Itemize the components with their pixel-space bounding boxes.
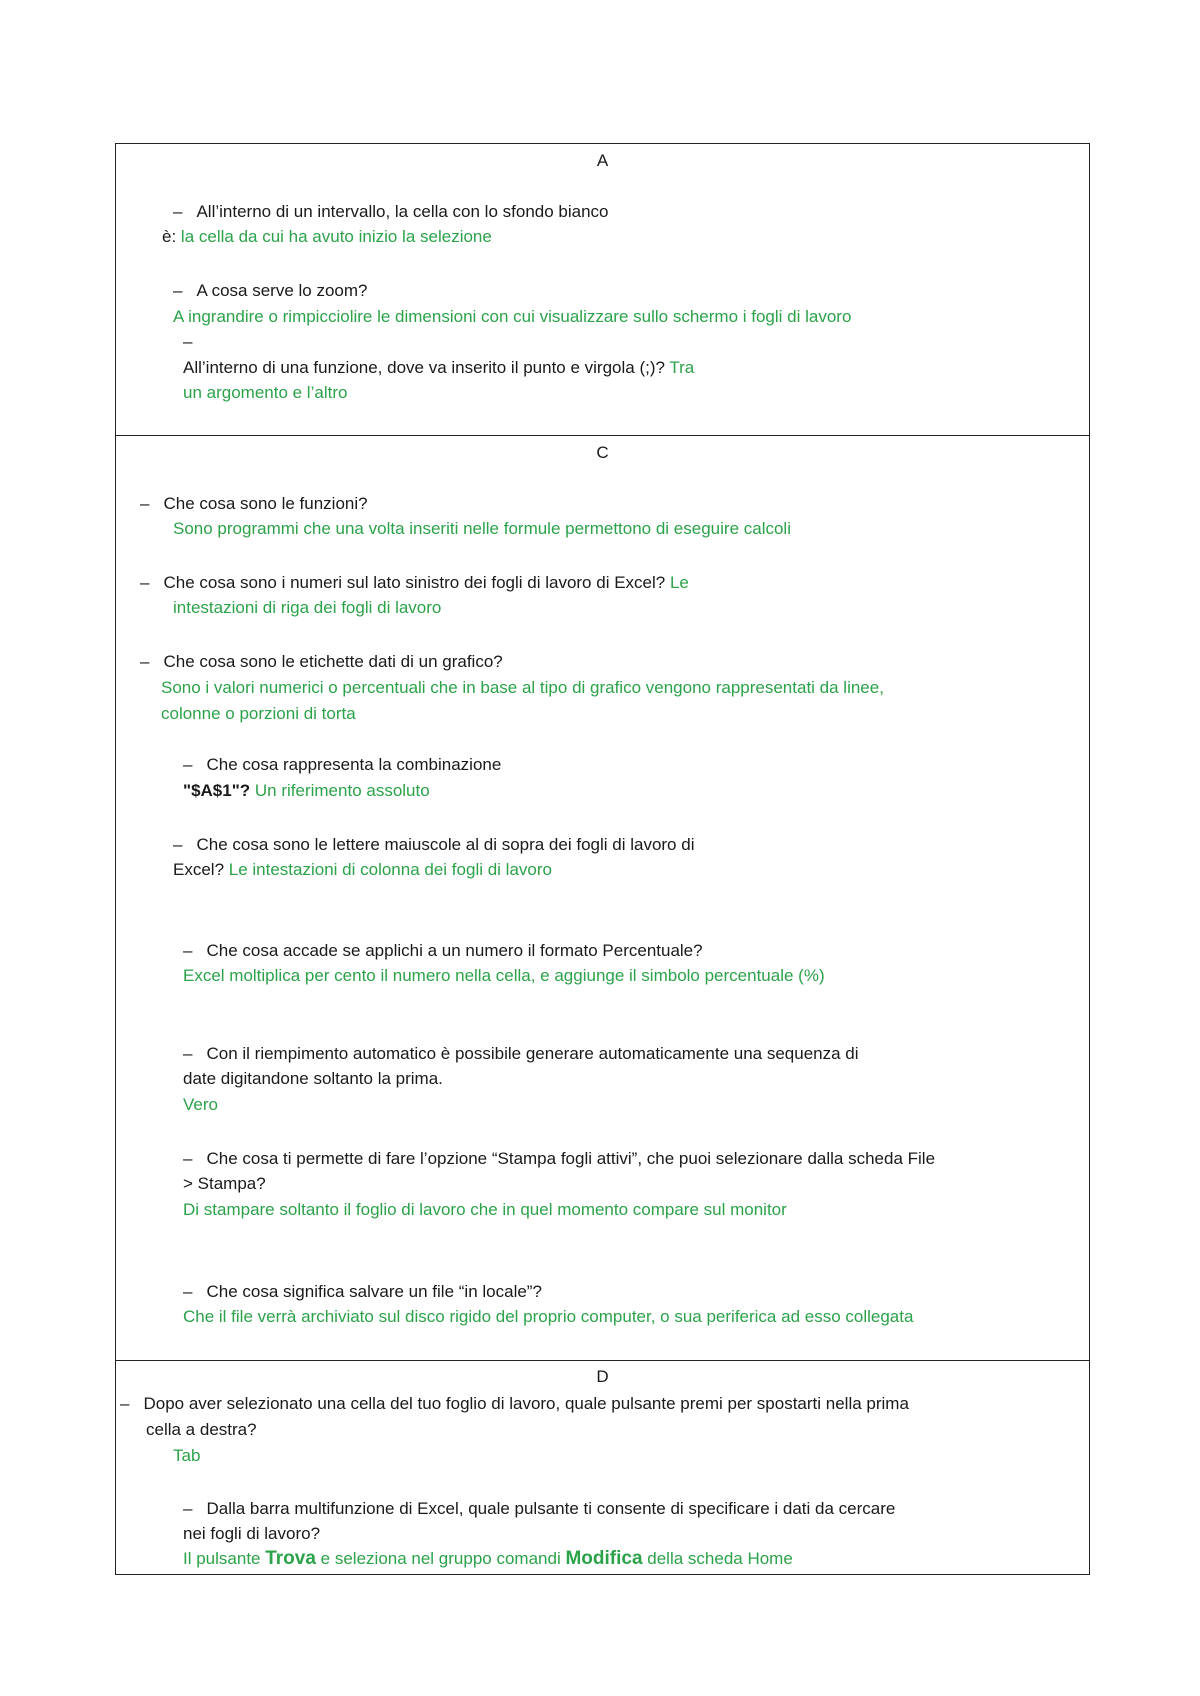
question-continued: nei fogli di lavoro? bbox=[183, 1524, 321, 1543]
dash-icon: – bbox=[173, 281, 183, 300]
section-a bbox=[116, 144, 1089, 436]
dash-icon: – bbox=[173, 202, 183, 221]
section-c bbox=[116, 436, 1089, 1361]
section-letter: A bbox=[596, 151, 609, 170]
dash-icon: – bbox=[183, 1282, 193, 1301]
question: – Dalla barra multifunzione di Excel, quale pulsante ti consente di specificare i dati da cercare bbox=[183, 1499, 896, 1518]
section-letter: D bbox=[596, 1367, 609, 1386]
question: – Che cosa rappresenta la combinazione bbox=[183, 755, 502, 774]
question: All’interno di una funzione, dove va inserito il punto e virgola (;)? Tra bbox=[183, 358, 695, 377]
dash-icon: – bbox=[140, 573, 150, 592]
cell-reference: $A$1 bbox=[191, 781, 232, 800]
dash-icon: – bbox=[183, 1044, 193, 1063]
answer-line: è: la cella da cui ha avuto inizio la selezione bbox=[162, 227, 492, 246]
answer: la cella da cui ha avuto inizio la selezione bbox=[180, 227, 492, 246]
answer: colonne o porzioni di torta bbox=[161, 704, 356, 723]
dash-icon: – bbox=[183, 755, 193, 774]
answer: Di stampare soltanto il foglio di lavoro che in quel momento compare sul monitor bbox=[183, 1200, 787, 1219]
dash-icon: – bbox=[183, 1149, 193, 1168]
section-d bbox=[116, 1361, 1089, 1574]
answer: Un riferimento assoluto bbox=[254, 781, 430, 800]
answer: Le intestazioni di colonna dei fogli di lavoro bbox=[228, 860, 552, 879]
question: – Che cosa sono le etichette dati di un grafico? bbox=[140, 652, 503, 671]
question: – Che cosa significa salvare un file “in locale”? bbox=[183, 1282, 542, 1301]
question: – All’interno di un intervallo, la cella con lo sfondo bianco bbox=[173, 202, 609, 221]
answer: un argomento e l’altro bbox=[183, 383, 348, 402]
dash-icon: – bbox=[140, 652, 150, 671]
modifica-label: Modifica bbox=[565, 1548, 643, 1569]
answer: Tra bbox=[669, 358, 695, 377]
dash-icon: – bbox=[140, 494, 150, 513]
trova-label: Trova bbox=[265, 1548, 316, 1569]
answer: A ingrandire o rimpicciolire le dimensioni con cui visualizzare sullo schermo i fogli di lavoro bbox=[173, 307, 852, 326]
answer-line: Excel? Le intestazioni di colonna dei fogli di lavoro bbox=[173, 860, 552, 879]
quiz-table bbox=[115, 143, 1090, 1575]
answer: Excel moltiplica per cento il numero nella cella, e aggiunge il simbolo percentuale (%) bbox=[183, 966, 825, 985]
answer: Tab bbox=[173, 1446, 201, 1465]
question: – Che cosa accade se applichi a un numero il formato Percentuale? bbox=[183, 941, 703, 960]
dash-icon: – bbox=[183, 941, 193, 960]
answer: Le bbox=[669, 573, 689, 592]
dash-icon: – bbox=[120, 1394, 130, 1413]
question-continued: cella a destra? bbox=[146, 1420, 257, 1439]
question: – Che cosa sono le funzioni? bbox=[140, 494, 368, 513]
dash-icon: – bbox=[183, 332, 193, 351]
dash-icon: – bbox=[183, 1499, 193, 1518]
question-continued: date digitandone soltanto la prima. bbox=[183, 1069, 443, 1088]
question-continued: > Stampa? bbox=[183, 1174, 266, 1193]
question: – Dopo aver selezionato una cella del tuo foglio di lavoro, quale pulsante premi per spostarti nella prima bbox=[120, 1394, 909, 1413]
answer: Sono programmi che una volta inseriti nelle formule permettono di eseguire calcoli bbox=[173, 519, 791, 538]
answer-line: "$A$1"? Un riferimento assoluto bbox=[183, 781, 430, 800]
question: – Che cosa sono i numeri sul lato sinistro dei fogli di lavoro di Excel? Le bbox=[140, 573, 689, 592]
answer: intestazioni di riga dei fogli di lavoro bbox=[173, 598, 442, 617]
question: – Che cosa sono le lettere maiuscole al di sopra dei fogli di lavoro di bbox=[173, 835, 695, 854]
answer: Sono i valori numerici o percentuali che in base al tipo di grafico vengono rappresentati da linee, bbox=[161, 678, 884, 697]
question: – A cosa serve lo zoom? bbox=[173, 281, 368, 300]
answer: Che il file verrà archiviato sul disco rigido del proprio computer, o sua periferica ad esso collegata bbox=[183, 1307, 914, 1326]
question: – Che cosa ti permette di fare l’opzione “Stampa fogli attivi”, che puoi selezionare dalla scheda File bbox=[183, 1149, 936, 1168]
answer: Vero bbox=[183, 1095, 218, 1114]
answer: Il pulsante Trova e seleziona nel gruppo comandi Modifica della scheda Home bbox=[183, 1548, 793, 1569]
section-letter: C bbox=[596, 443, 609, 462]
dash-icon: – bbox=[173, 835, 183, 854]
question: – Con il riempimento automatico è possibile generare automaticamente una sequenza di bbox=[183, 1044, 859, 1063]
